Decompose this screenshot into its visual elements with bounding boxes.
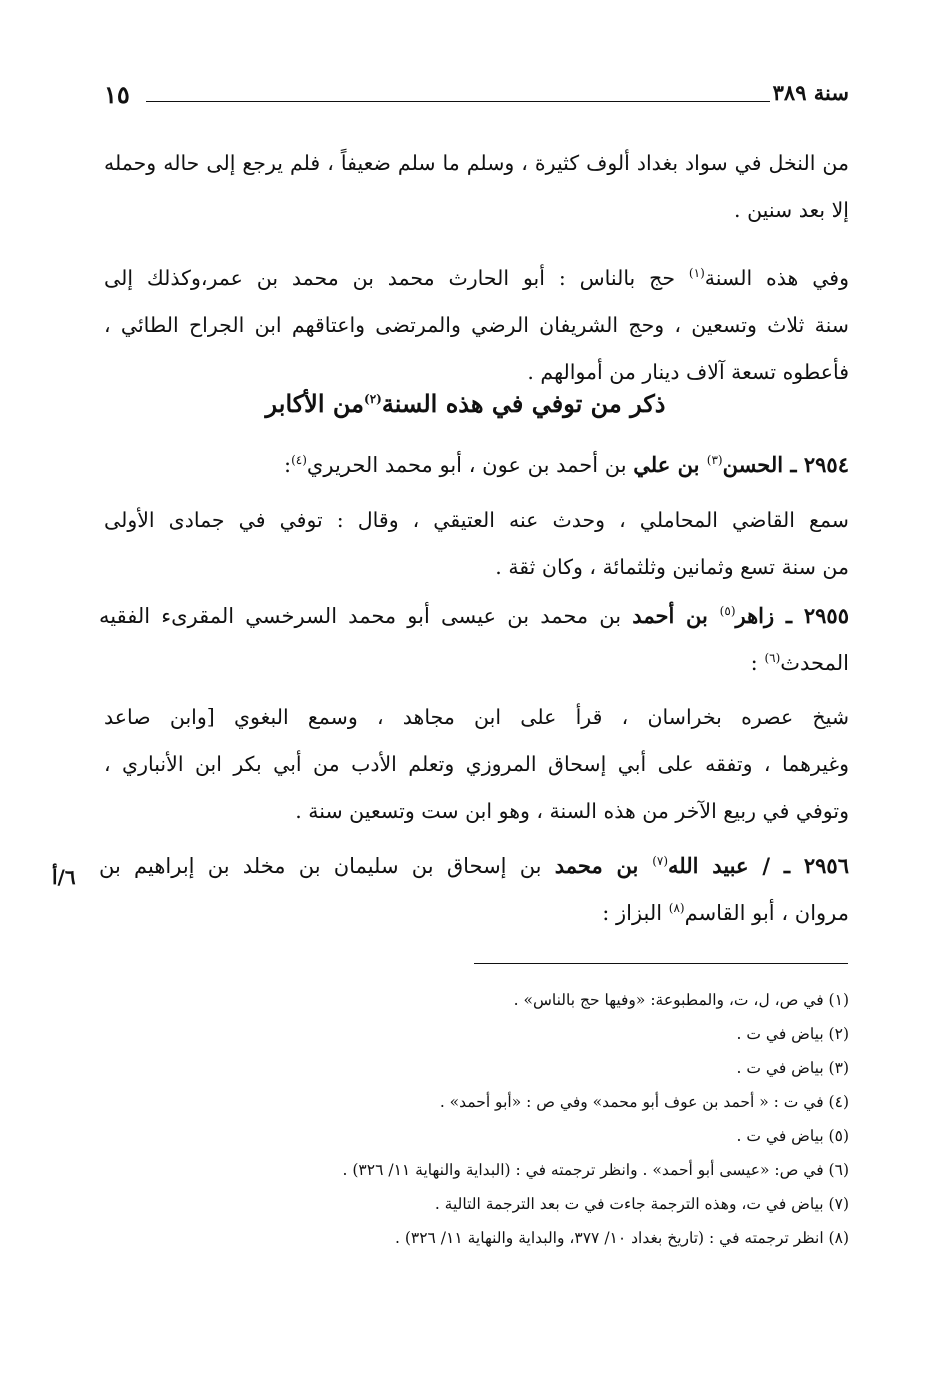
footnote: (٤) في ت : « أحمد بن عوف أبو محمد» وفي ص : «أبو أحمد» . xyxy=(439,1093,849,1111)
entry-number: ٢٩٥٦ ـ / xyxy=(762,853,849,878)
text-line: سنة ثلاث وتسعين ، وحج الشريفان الرضي والمرتضى واعتاقهم ابن الجراح الطائي ، xyxy=(104,313,849,337)
footnote-ref: (٦) xyxy=(764,651,781,665)
intro-paragraph xyxy=(104,140,849,234)
footnote: (٥) بياض في ت . xyxy=(736,1127,849,1145)
footnote-ref: (٧) xyxy=(652,854,669,868)
footnote: (٨) انظر ترجمته في : (تاريخ بغداد ١٠/ ٣٧٧، والبداية والنهاية ١١/ ٣٢٦) . xyxy=(394,1229,849,1247)
footnote-ref: (١) xyxy=(688,266,705,281)
running-title: سنة ٣٨٩ xyxy=(772,80,849,105)
section-heading: ذكر من توفي في هذه السنة$^{(٢)}$من الأكابر xyxy=(265,389,666,418)
footnote-ref: (٤) xyxy=(291,453,307,467)
entry-heading-cont: مروان ، أبو القاسم$^{(٨)}$ البزاز : xyxy=(602,901,849,925)
footnote: (٢) بياض في ت . xyxy=(736,1025,849,1043)
entry-heading: ٢٩٥٤ ـ الحسن$^{(٣)}$ بن علي بن أحمد بن عون ، أبو محمد الحريري$^{(٤)}$: xyxy=(284,452,849,477)
text-line: وفي هذه السنة$^{(١)}$ حج بالناس : أبو الحارث محمد بن محمد بن عمر،وكذلك إلى xyxy=(104,266,849,290)
manuscript-folio-note: ٦/أ xyxy=(52,865,76,889)
biography-entry xyxy=(99,592,849,687)
entry-body xyxy=(104,497,849,591)
text-line: وتوفي في ربيع الآخر من هذه السنة ، وهو ابن ست وتسعين سنة . xyxy=(295,799,849,823)
page-number: ١٥ xyxy=(104,80,130,109)
footnote-ref: (٨) xyxy=(668,901,685,915)
text-line: سمع القاضي المحاملي ، وحدث عنه العتيقي ، وقال : توفي في جمادى الأولى xyxy=(104,508,849,532)
biography-entry xyxy=(99,441,849,489)
entry-heading-cont: المحدث$^{(٦)}$ : xyxy=(750,651,849,675)
entry-number: ٢٩٥٥ ـ xyxy=(785,603,849,628)
footnote: (٧) بياض في ت، وهذه الترجمة جاءت في ت بعد الترجمة التالية . xyxy=(434,1195,849,1213)
biography-entry xyxy=(99,842,849,937)
text-line: وغيرهما ، وتفقه على أبي إسحاق المروزي وتعلم الأدب من أبي بكر ابن الأنباري ، xyxy=(104,752,849,776)
footnote-ref: (٣) xyxy=(706,453,723,467)
footnote-ref: (٢) xyxy=(364,392,382,406)
footnote: (١) في ص، ل، ت، والمطبوعة: «وفيها حج بالناس» . xyxy=(513,991,849,1009)
footnote: (٦) في ص: «عيسى أبو أحمد» . وانظر ترجمته في : (البداية والنهاية ١١/ ٣٢٦) . xyxy=(342,1161,849,1179)
footnotes xyxy=(229,983,849,1255)
footnote-ref: (٥) xyxy=(719,604,736,618)
text-line: من سنة تسع وثمانين وثلثمائة ، وكان ثقة . xyxy=(495,555,849,579)
text-line: فأعطوه تسعة آلاف دينار من أموالهم . xyxy=(527,360,849,384)
entry-heading: ٢٩٥٥ ـ زاهر$^{(٥)}$ بن أحمد بن محمد بن عيسى أبو محمد السرخسي المقرىء الفقيه xyxy=(99,603,849,628)
footnote: (٣) بياض في ت . xyxy=(736,1059,849,1077)
text-line: شيخ عصره بخراسان ، قرأ على ابن مجاهد ، وسمع البغوي [وابن صاعد xyxy=(104,705,849,729)
text-line: إلا بعد سنين . xyxy=(734,198,849,222)
footnote-rule xyxy=(474,963,848,964)
entry-body xyxy=(104,694,849,835)
entry-number: ٢٩٥٤ ـ xyxy=(790,452,849,477)
header-rule xyxy=(146,101,770,102)
hajj-paragraph xyxy=(104,255,849,396)
entry-heading: ٢٩٥٦ ـ / عبيد الله$^{(٧)}$ بن محمد بن إسحاق بن سليمان بن مخلد بن إبراهيم بن xyxy=(99,853,849,878)
text-line: من النخل في سواد بغداد ألوف كثيرة ، وسلم ما سلم ضعيفاً ، فلم يرجع إلى حاله وحمله xyxy=(104,151,849,175)
